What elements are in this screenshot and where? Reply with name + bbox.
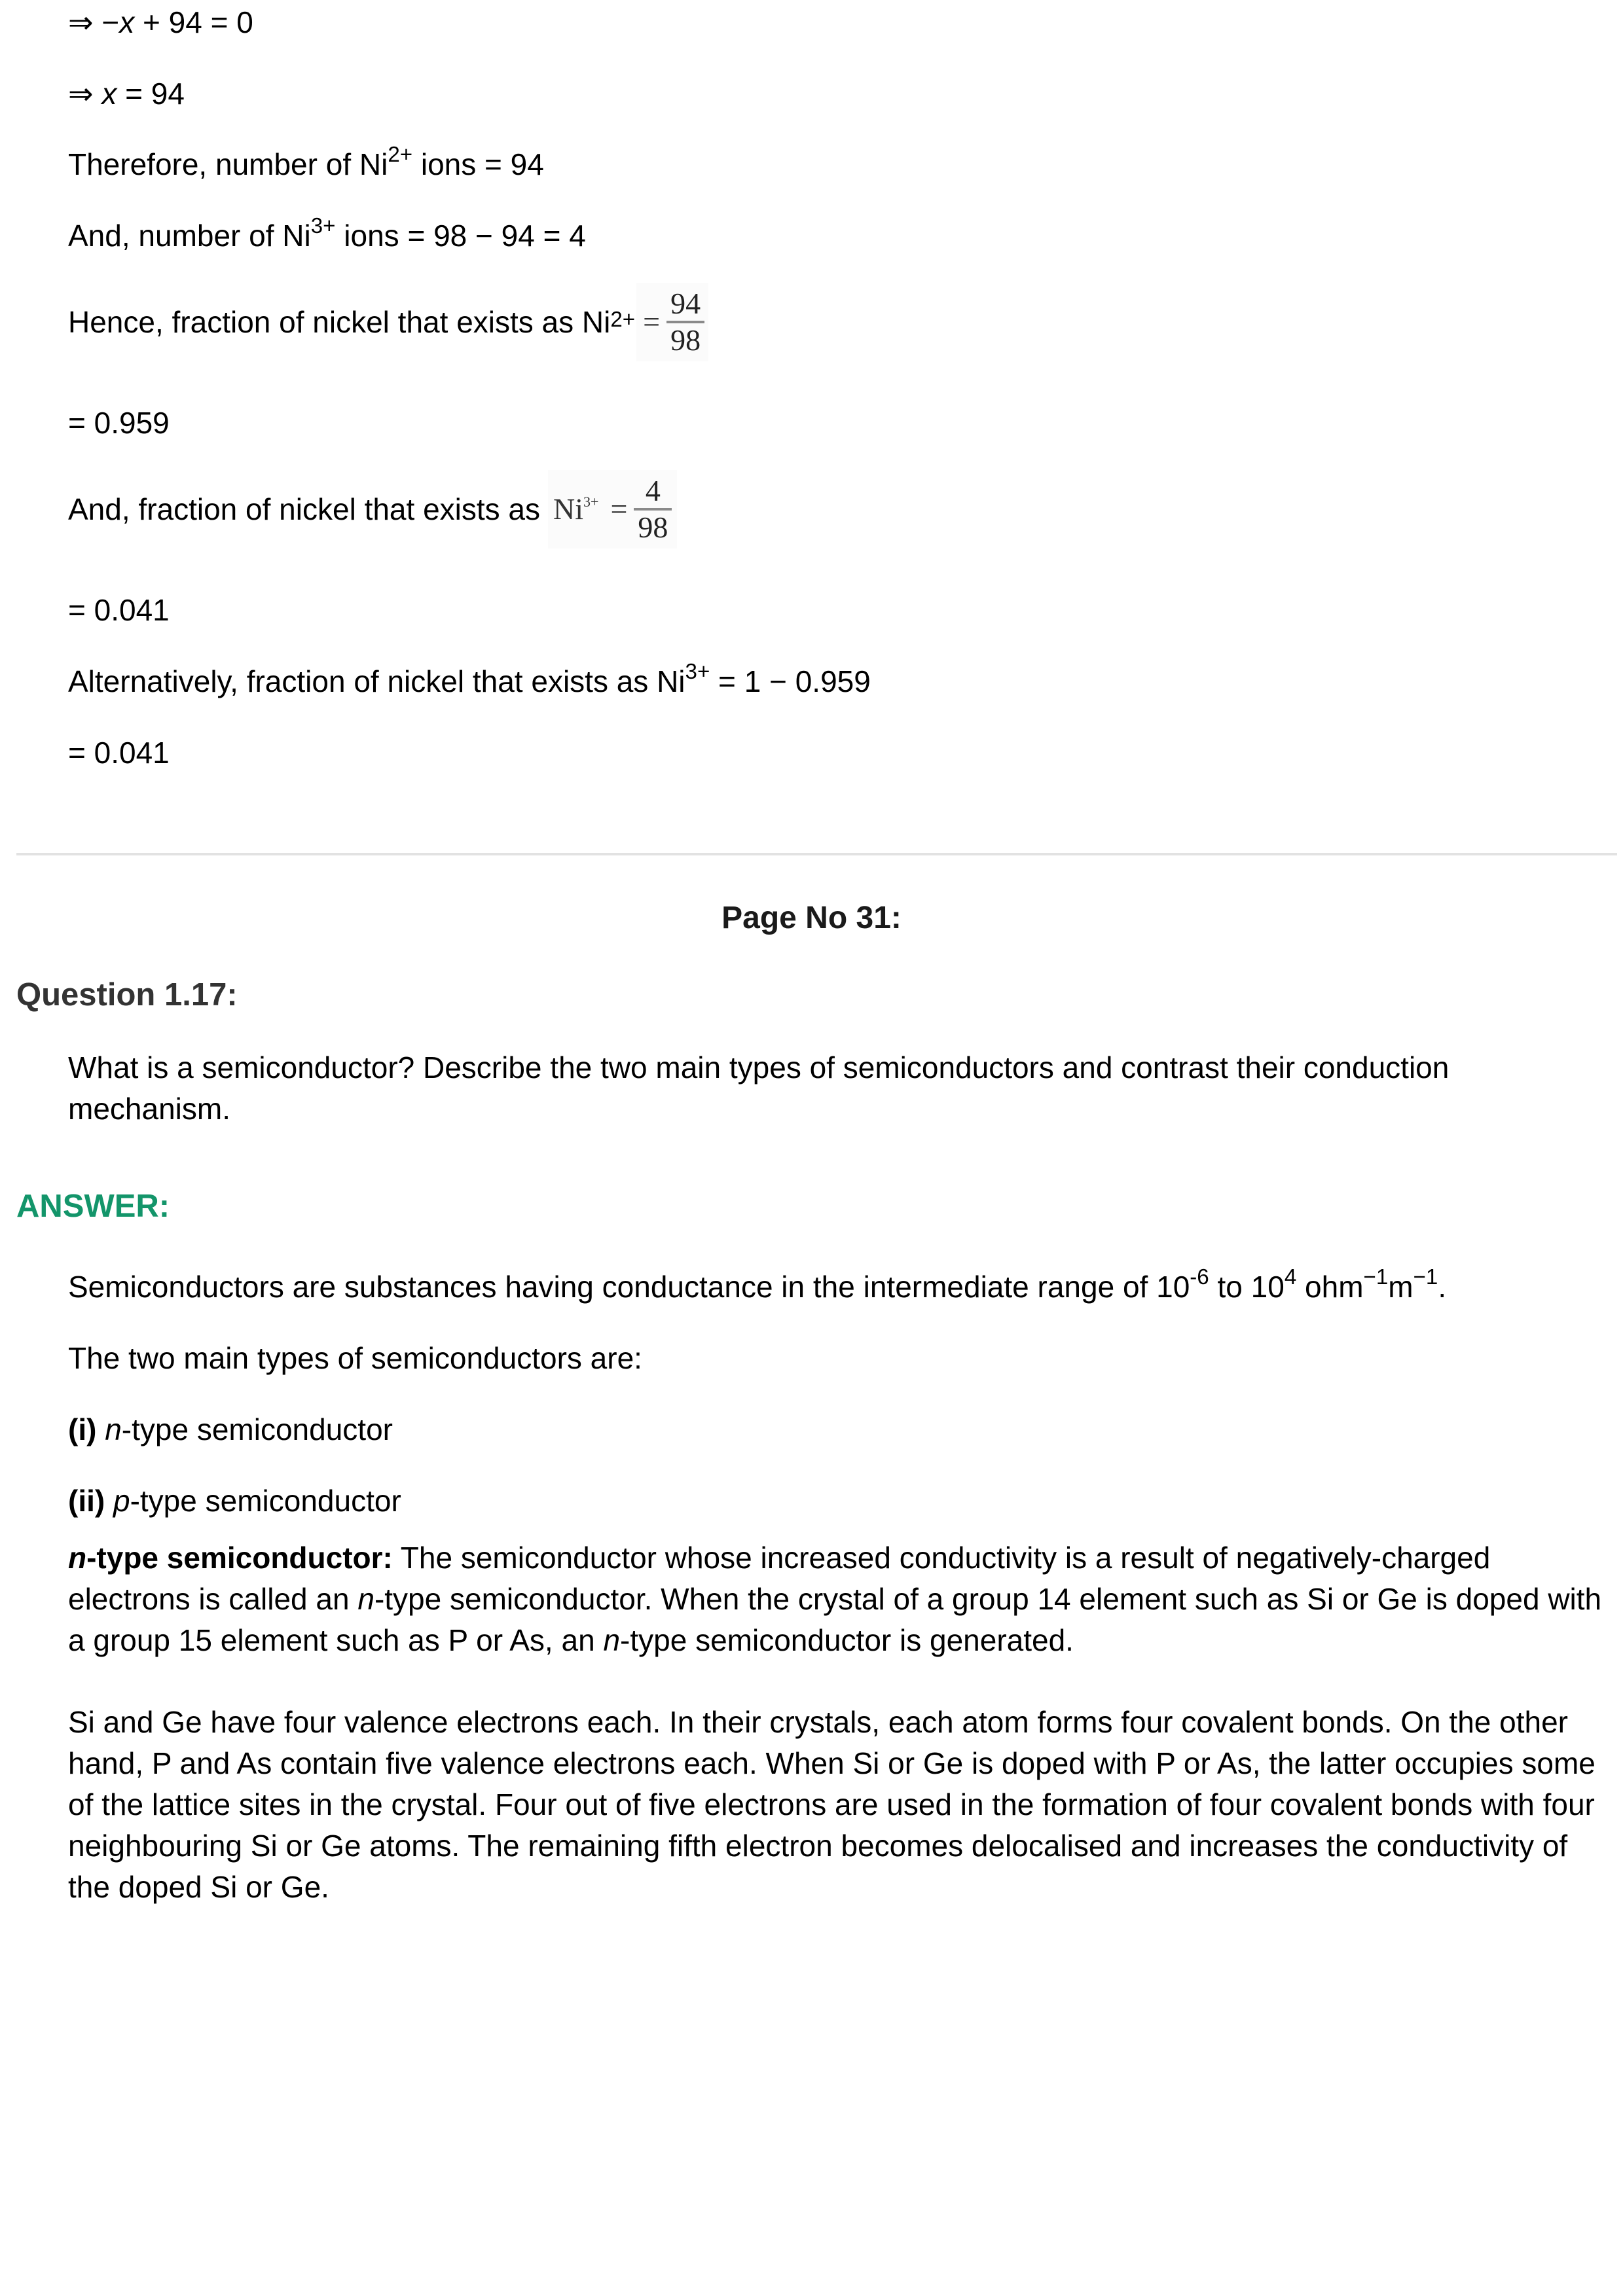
type-item-n: (i) n-type semiconductor — [68, 1412, 393, 1446]
ni2-fraction-line: Hence, fraction of nickel that exists as Ni $^{2+}$ = $\frac{94}{98}$ — [68, 283, 708, 361]
ntype-paragraph: n-type semiconductor: The semiconductor whose increased conductivity is a result of negatively-charged electrons is called an n-type semiconductor. When the crystal of a group 14 element such as Si or Ge is doped with a group 15 element such as P or As, an n-type semiconductor is generated. — [68, 1541, 1602, 1657]
fraction-image-94-98: = $\frac{94}{98}$ — [636, 283, 708, 361]
equation-step-1: ⇒ −x + 94 = 0 — [68, 5, 253, 39]
alternative-result: = 0.041 — [68, 736, 170, 770]
implies-arrow: ⇒ — [68, 77, 94, 111]
alternative-line: Alternatively, fraction of nickel that exists as $Ni^{3+} = 1 - 0.959$ — [68, 660, 871, 698]
implies-arrow: ⇒ — [68, 5, 94, 39]
valence-paragraph: Si and Ge have four valence electrons each. In their crystals, each atom forms four covalent bonds. On the other hand, P and As contain five valence electrons each. When Si or Ge is doped with P or As, the latter occupies some of the lattice sites in the crystal. Four out of five electrons are used in the formation of four covalent bonds with four neighbouring Si or Ge atoms. The remaining fifth electron becomes delocalised and increases the conductivity of the doped Si or Ge. — [68, 1705, 1596, 1904]
semiconductor-definition: Semiconductors are substances having conductance in the intermediate range of $10^{-6}$ to $10^4$ $ohm^{-1}m^{-1}$. — [68, 1265, 1447, 1304]
ni-ion: $Ni^{3+}$ — [553, 492, 599, 526]
question-heading: Question 1.17: — [16, 977, 238, 1013]
variable-x: x — [101, 77, 117, 111]
section-divider — [16, 853, 1617, 855]
variable-x: x — [119, 5, 135, 39]
page-number-marker: Page No 31: — [721, 901, 902, 935]
fraction-4-over-98: $\frac{4}{98}$ — [634, 474, 672, 545]
fraction-94-over-98: $\frac{94}{98}$ — [666, 287, 704, 357]
type-item-p: (ii) p-type semiconductor — [68, 1484, 401, 1518]
ni2-count-line: Therefore, number of $Ni^{2+}$ ions = 94 — [68, 143, 544, 181]
answer-label: ANSWER: — [16, 1189, 170, 1224]
ni3-result: = 0.041 — [68, 593, 170, 627]
types-intro: The two main types of semiconductors are: — [68, 1341, 642, 1375]
ni2-result: = 0.959 — [68, 406, 170, 440]
question-text: What is a semiconductor? Describe the two main types of semiconductors and contrast their conduction mechanism. — [68, 1050, 1450, 1126]
ni3-count-line: And, number of $Ni^{3+}$ ions = 98 − 94 = 4 — [68, 214, 586, 253]
ni3-fraction-line: And, fraction of nickel that exists as $Ni^{3+}$ = $\frac{4}{98}$ — [68, 470, 677, 548]
fraction-image-4-98: $Ni^{3+}$ = $\frac{4}{98}$ — [548, 470, 677, 548]
equation-step-2: ⇒ x = 94 — [68, 77, 185, 111]
